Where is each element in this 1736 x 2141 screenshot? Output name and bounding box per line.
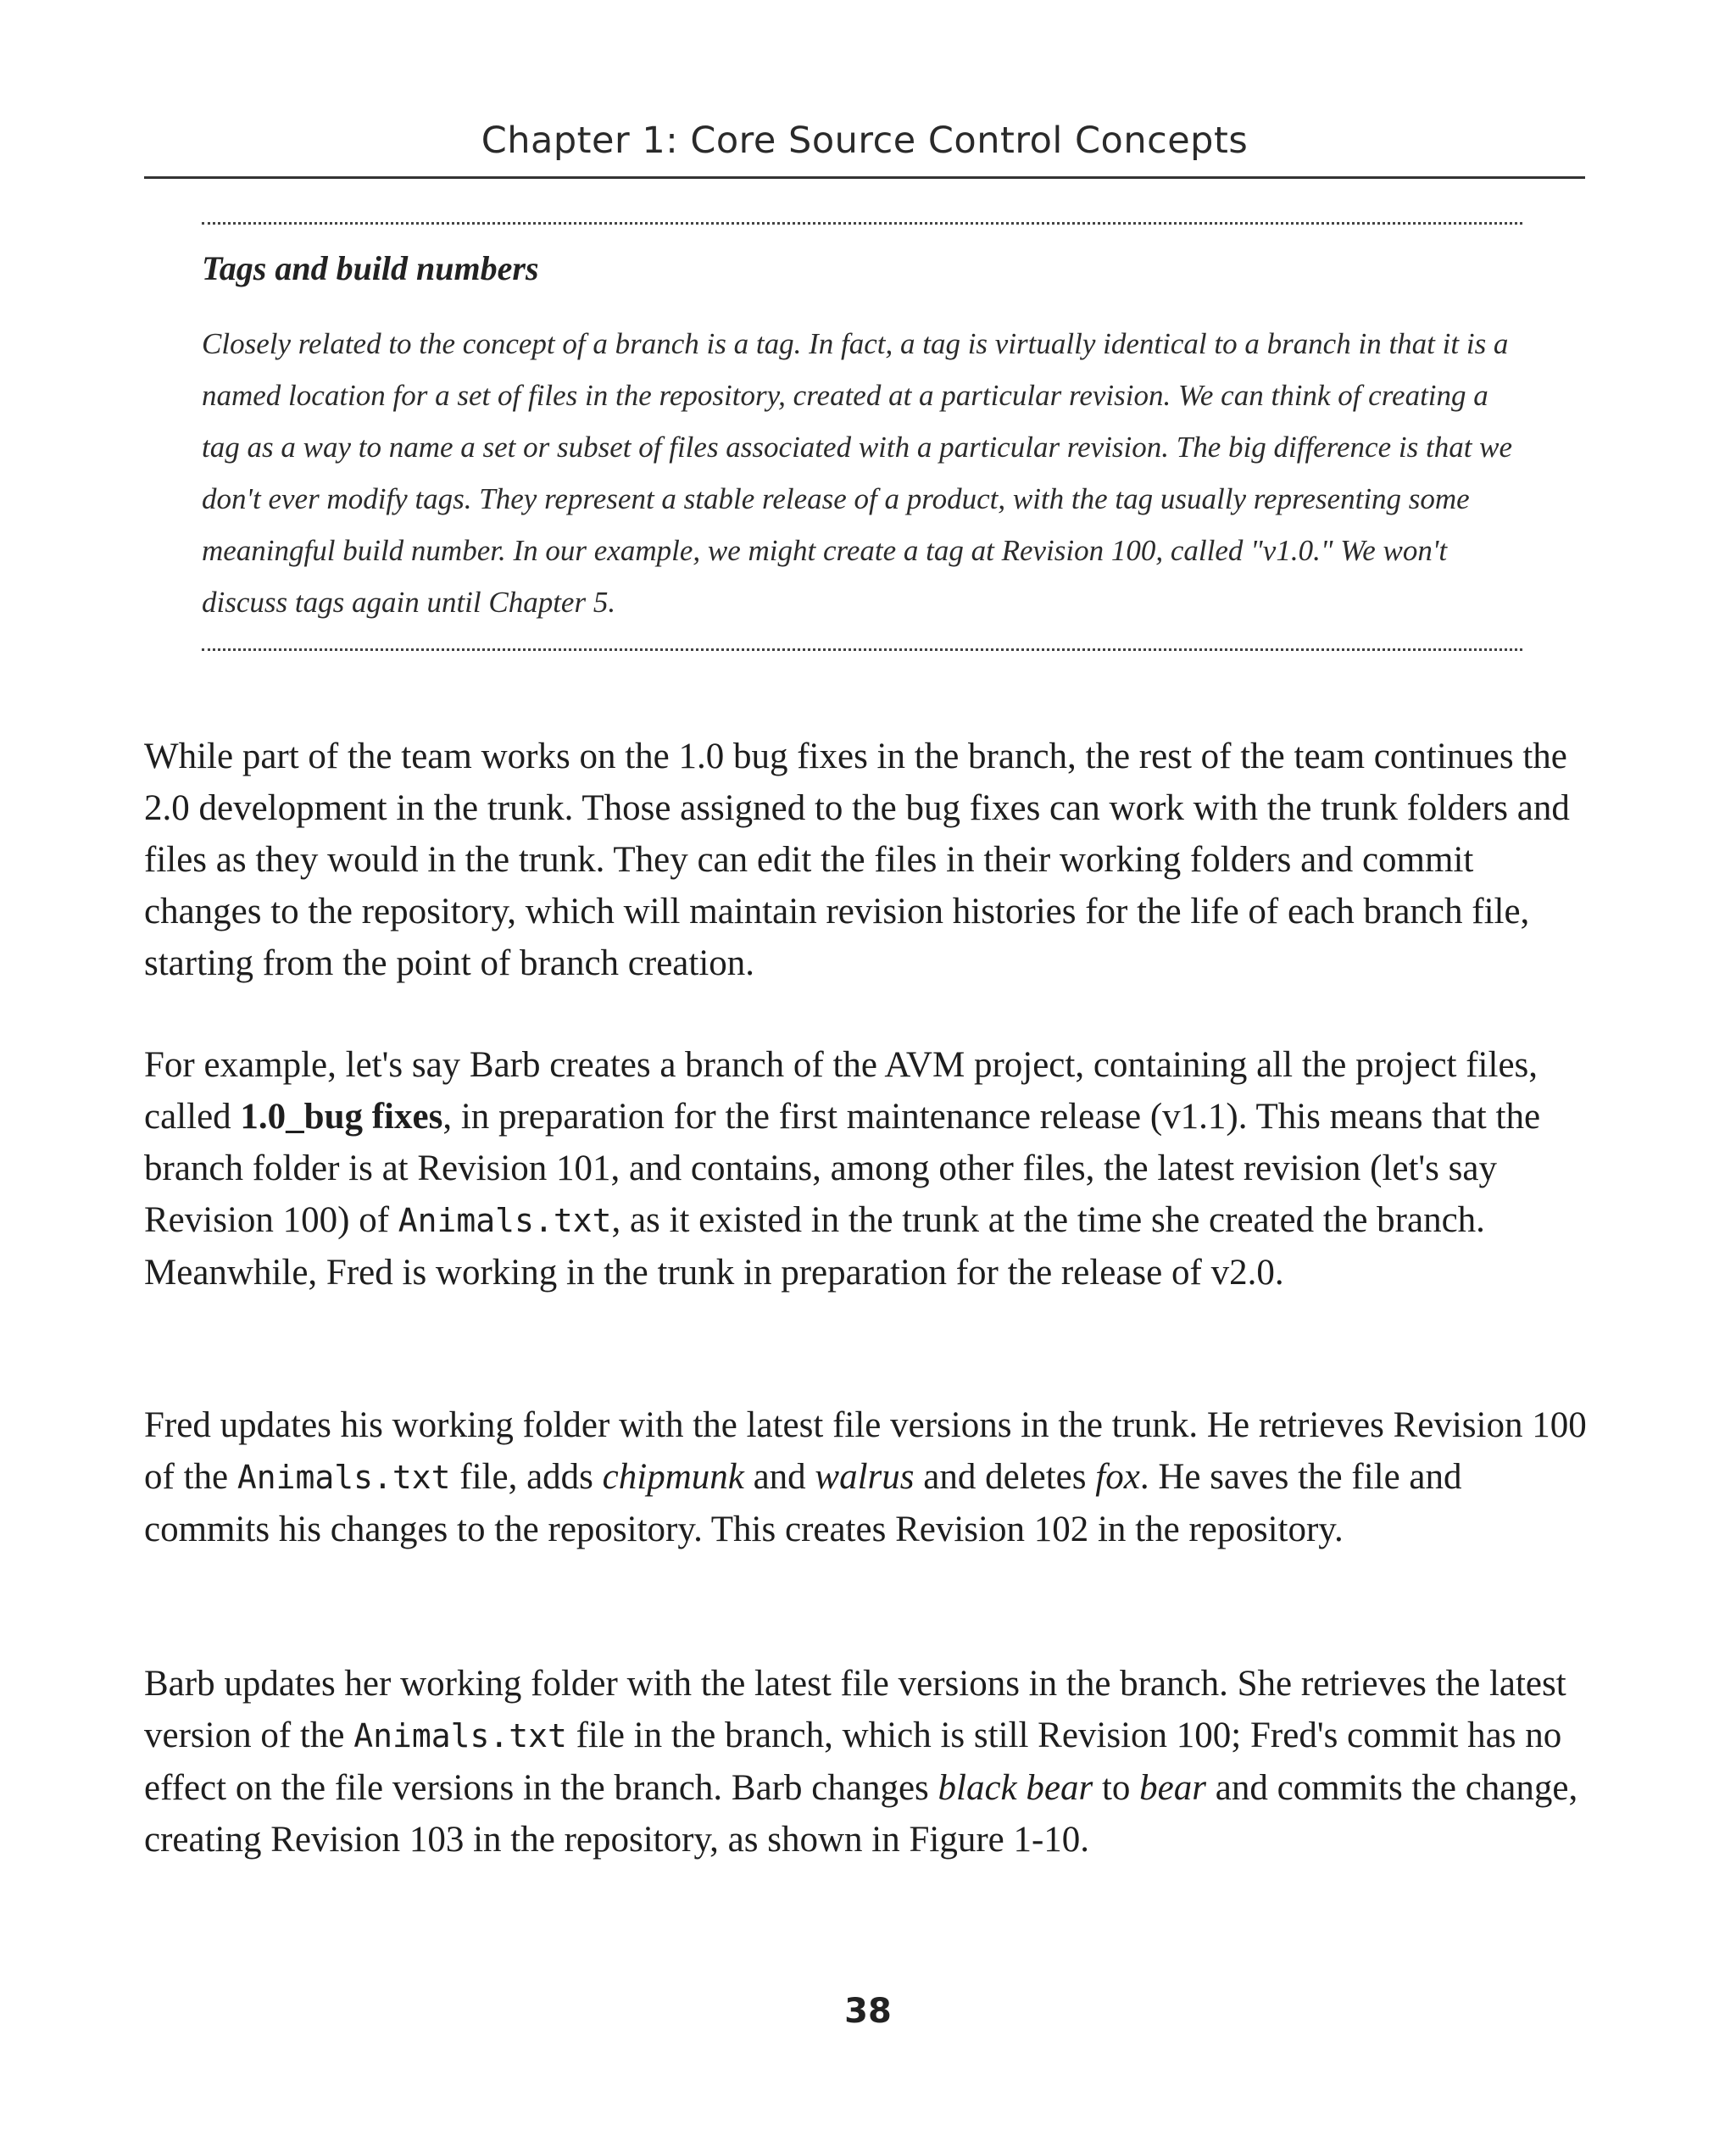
filename-code: Animals.txt <box>398 1202 612 1239</box>
paragraph-2-text-b: , in preparation for the first maintenance release (v1.1). This means that the branch folder is at Revision 101, and contains, among other files, the latest revision (let's say Revision 100) of <box>144 1097 1541 1240</box>
paragraph-3 <box>144 1399 1594 1555</box>
page-number: 38 <box>844 1992 892 2031</box>
sidebar-text: Closely related to the concept of a branch is a tag. In fact, a tag is virtually identical to a branch in that it is a named location for a set of files in the repository, created at a particular revision. We can think of creating a tag as a way to name a set or subset of files associated with a particular revision. The big difference is that we don't ever modify tags. They represent a stable release of a product, with the tag usually representing some meaningful build number. In our example, we might create a tag at Revision 100, called "v1.0." We won't discuss tags again until Chapter 5. <box>202 327 1513 619</box>
emphasis-fox: fox <box>1095 1457 1140 1497</box>
header-rule <box>144 176 1585 179</box>
paragraph-3-text-b: file, adds <box>450 1457 603 1497</box>
paragraph-4-text-a: Barb updates her working folder with the latest file versions in the branch. She retrieves the latest version of the <box>144 1664 1566 1755</box>
paragraph-4-text-c: to <box>1093 1768 1140 1808</box>
paragraph-2 <box>144 1039 1594 1299</box>
branch-name: 1.0_bug fixes <box>240 1097 443 1137</box>
emphasis-walrus: walrus <box>815 1457 915 1497</box>
emphasis-black-bear: black bear <box>938 1768 1093 1808</box>
paragraph-2-text-c: , as it existed in the trunk at the time she created the branch. Meanwhile, Fred is working in the trunk in preparation for the release of v2.0. <box>144 1200 1485 1293</box>
paragraph-3-text-d: and deletes <box>914 1457 1096 1497</box>
paragraph-2-text-a: For example, let's say Barb creates a branch of the AVM project, containing all the project files, called <box>144 1045 1538 1137</box>
filename-code: Animals.txt <box>236 1459 451 1496</box>
filename-code: Animals.txt <box>353 1717 567 1755</box>
emphasis-bear: bear <box>1139 1768 1206 1808</box>
emphasis-chipmunk: chipmunk <box>602 1457 744 1497</box>
paragraph-1 <box>144 731 1594 989</box>
paragraph-4-text-b: file in the branch, which is still Revision 100; Fred's commit has no effect on the file versions in the branch. Barb changes <box>144 1716 1562 1808</box>
paragraph-4 <box>144 1658 1594 1866</box>
paragraph-3-text-c: and <box>743 1457 815 1497</box>
paragraph-1-text: While part of the team works on the 1.0 bug fixes in the branch, the rest of the team continues the 2.0 development in the trunk. Those assigned to the bug fixes can work with the trunk folders and files as they would in the trunk. They can edit the files in their working folders and commit changes to the repository, which will maintain revision histories for the life of each branch file, starting from the point of branch creation. <box>144 737 1570 983</box>
running-header: Chapter 1: Core Source Control Concepts <box>481 120 1249 162</box>
paragraph-3-text-e: . He saves the file and commits his changes to the repository. This creates Revision 102 in the repository. <box>144 1457 1462 1549</box>
sidebar-title: Tags and build numbers <box>202 249 539 287</box>
paragraph-4-text-d: and commits the change, creating Revision 103 in the repository, as shown in Figure 1-10. <box>144 1768 1578 1860</box>
sidebar-note <box>202 222 1522 651</box>
paragraph-3-text-a: Fred updates his working folder with the latest file versions in the trunk. He retrieves Revision 100 of the <box>144 1405 1587 1497</box>
